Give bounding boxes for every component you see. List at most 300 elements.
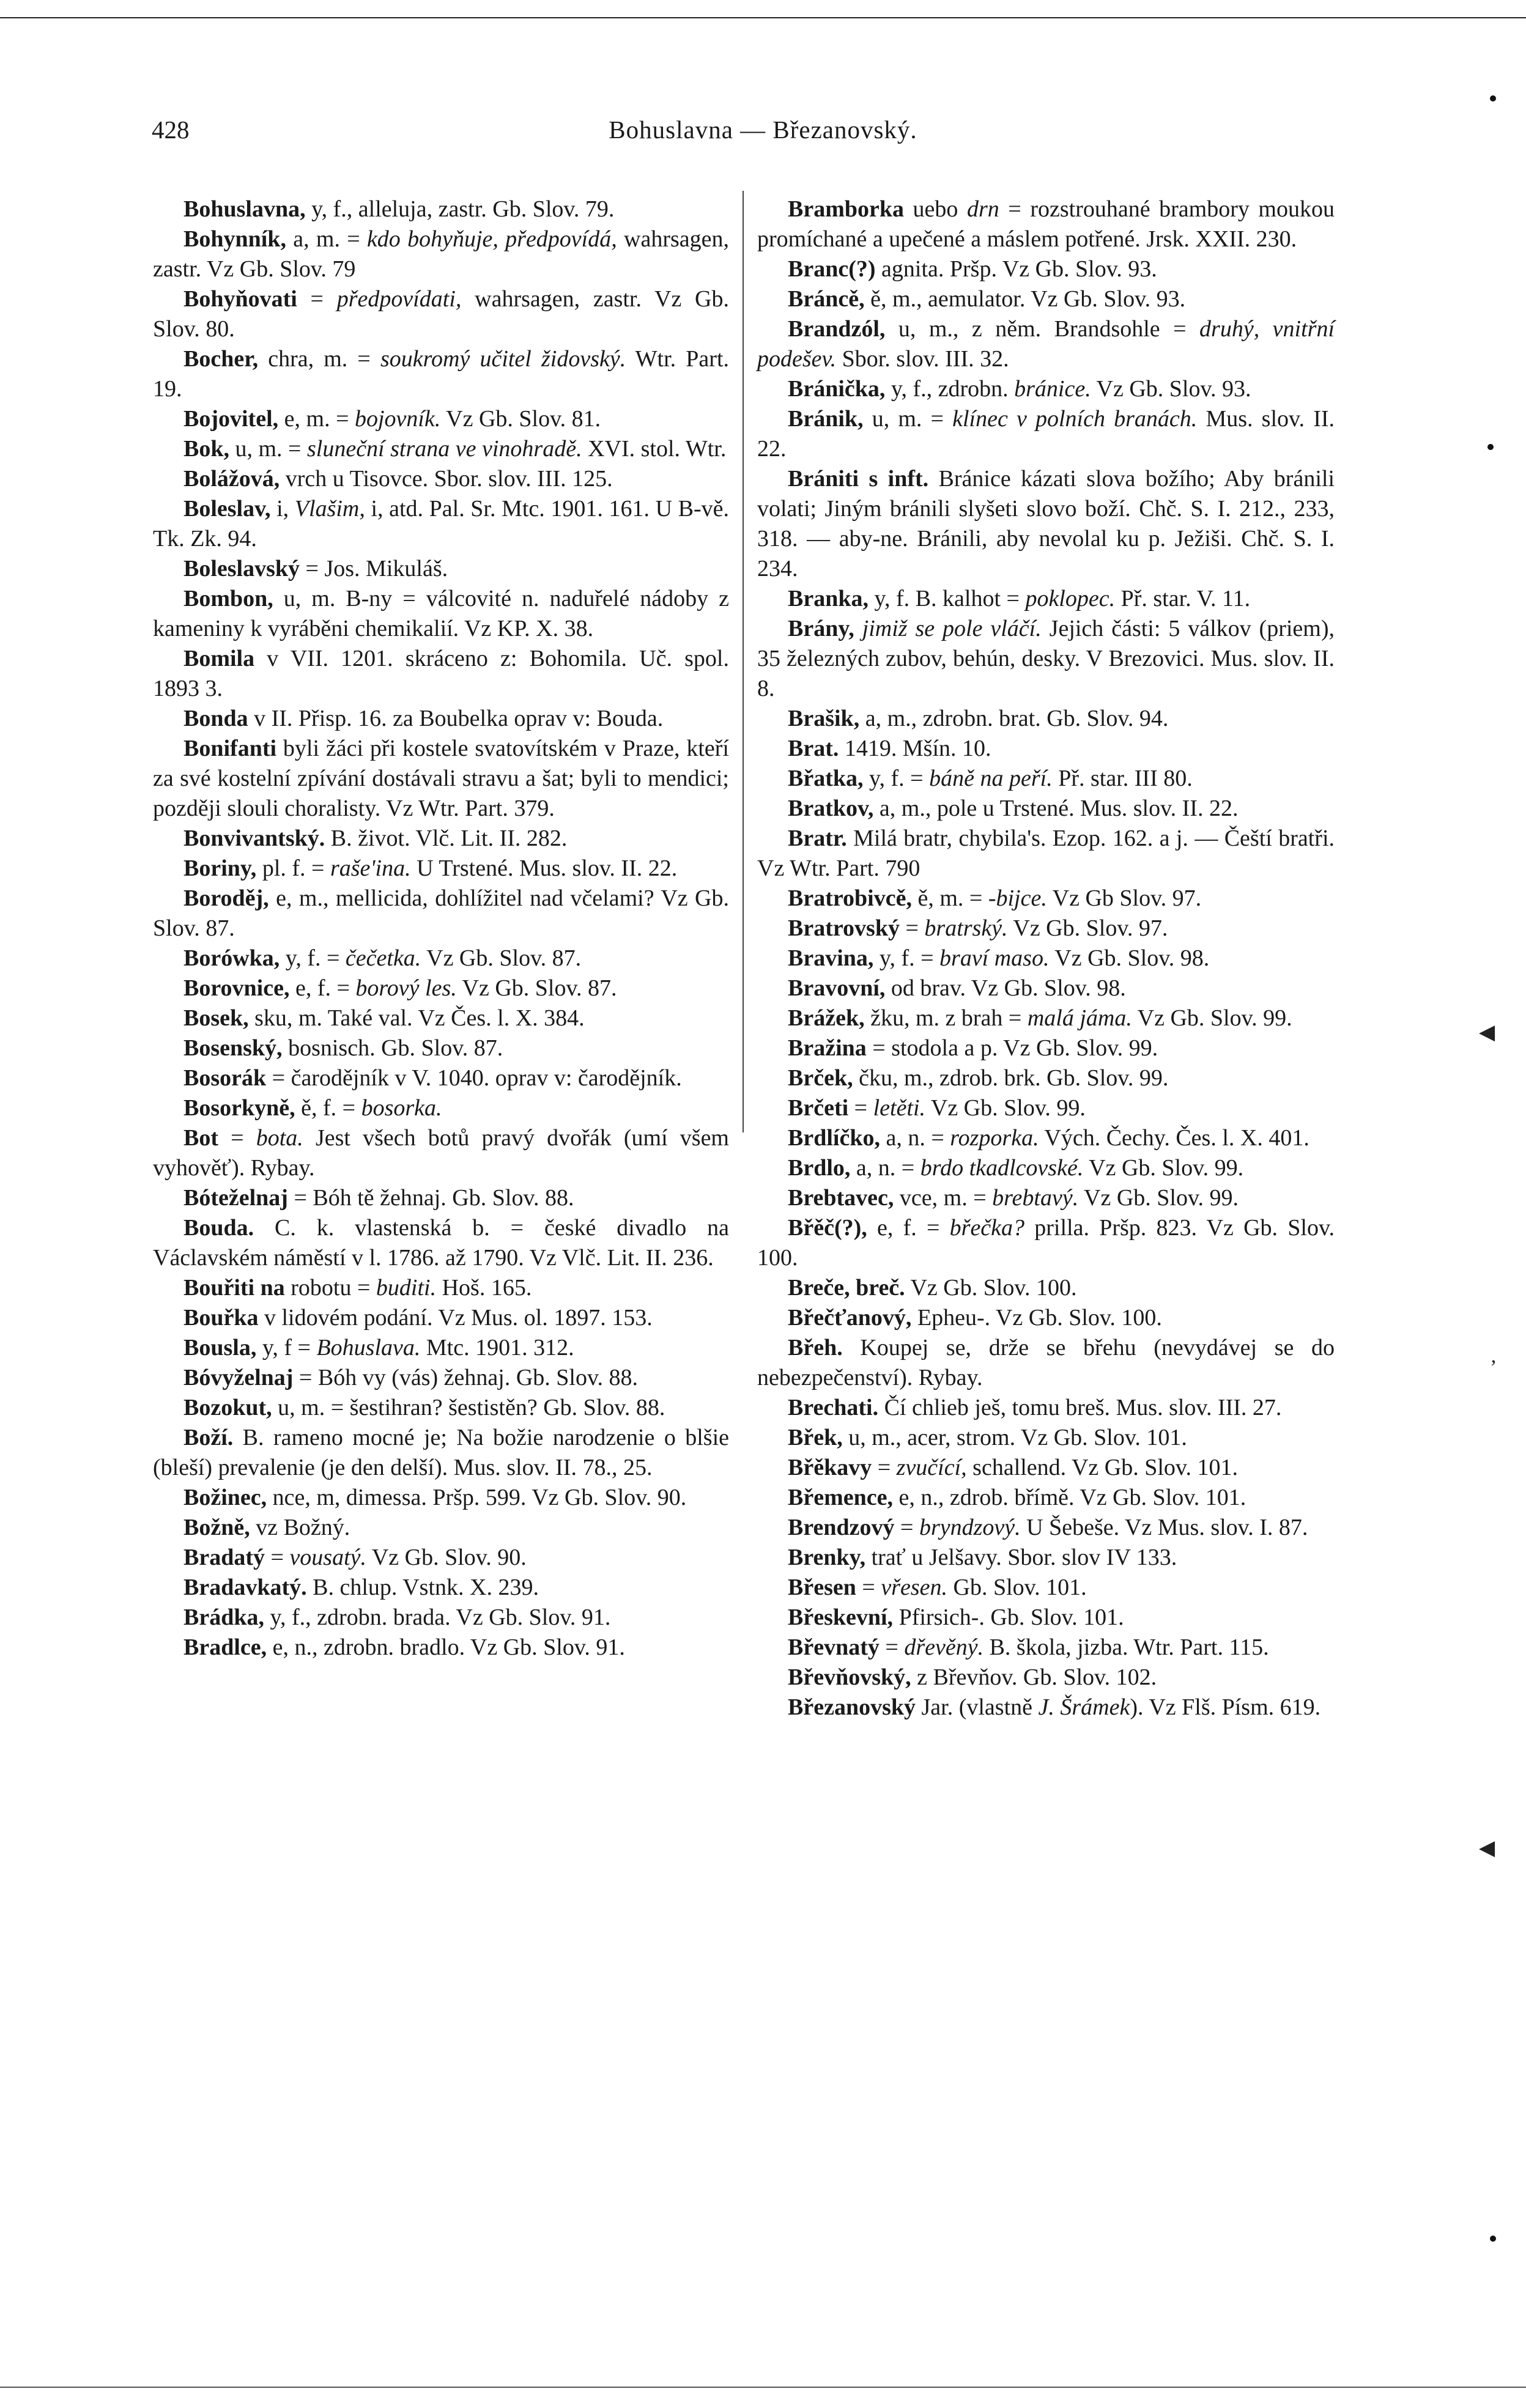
dictionary-entry [153, 1393, 729, 1423]
entry-headword: Břeskevní, [788, 1605, 894, 1630]
entry-text: y, f. = [873, 945, 940, 971]
entry-text: vz Božný. [250, 1515, 350, 1540]
entry-headword: Bozokut, [183, 1395, 272, 1420]
entry-text: byli žáci při kostele svatovítském v Praze, kteří za své kostelní zpívání dostávali stravu a šat; byli to mendici; později slouli choralisty. Vz Wtr. Part. 379. [153, 736, 729, 821]
entry-text: a, n. = [850, 1155, 920, 1181]
dictionary-entry [757, 1033, 1335, 1063]
entry-headword: Bratrobivcě, [788, 885, 912, 911]
entry-gloss: sluneční strana ve vinohradě. [306, 436, 582, 462]
entry-text: Vz Gb. Slov. 81. [440, 406, 601, 432]
dictionary-entry [153, 1513, 729, 1543]
entry-gloss: bota. [256, 1125, 303, 1151]
dictionary-entry [757, 1453, 1335, 1483]
entry-headword: Bohuslavna, [183, 196, 306, 222]
entry-headword: Bouřiti na [183, 1275, 285, 1301]
entry-headword: Boleslavský [183, 556, 300, 582]
entry-text: B. rameno mocné je; Na božie narodzenie o blšie (bleší) prevalenie (je den delší). Mus. slov. II. 78., 25. [153, 1425, 729, 1480]
dictionary-entry [757, 764, 1335, 794]
entry-gloss: klínec v polních branách. [952, 406, 1198, 432]
entry-text: e, f. = [289, 975, 356, 1001]
dictionary-entry [757, 584, 1335, 614]
left-column [153, 194, 729, 1663]
dictionary-entry [153, 1123, 729, 1183]
dictionary-entry [757, 374, 1335, 404]
entry-text: Vz Gb. Slov. 97. [1007, 915, 1168, 941]
dictionary-entry [153, 644, 729, 704]
entry-text: B. chlup. Vstnk. X. 239. [306, 1575, 539, 1600]
entry-text: Mus. slov. II. 22. [757, 406, 1335, 462]
entry-gloss: bosorka. [361, 1095, 442, 1121]
dictionary-entry [757, 1423, 1335, 1453]
dictionary-entry [757, 254, 1335, 284]
margin-arrow: ◀ [1479, 1021, 1495, 1044]
dictionary-entry [153, 284, 729, 344]
dictionary-entry [153, 704, 729, 734]
entry-headword: Brážek, [788, 1005, 865, 1031]
entry-text: Vz Gb. Slov. 93. [1091, 376, 1251, 402]
dictionary-entry [153, 464, 729, 494]
entry-headword: Bomila [183, 646, 255, 671]
entry-text: Mtc. 1901. 312. [420, 1335, 574, 1361]
entry-gloss: buditi. [376, 1275, 437, 1301]
entry-gloss: letěti. [873, 1095, 926, 1121]
margin-dot [1487, 444, 1494, 450]
entry-headword: Bravovní, [788, 975, 886, 1001]
entry-text: agnita. Pršp. Vz Gb. Slov. 93. [875, 256, 1157, 282]
entry-text: Vz Gb. Slov. 90. [366, 1545, 527, 1570]
dictionary-entry [153, 1363, 729, 1393]
entry-text: ě, f. = [295, 1095, 361, 1121]
entry-headword: Bosek, [183, 1005, 249, 1031]
entry-headword: Brat. [788, 736, 839, 761]
entry-text: ). Vz Flš. Písm. 619. [1130, 1694, 1321, 1720]
entry-text: v II. Přisp. 16. za Boubelka oprav v: Bouda. [248, 706, 664, 731]
entry-headword: Břěč(?), [788, 1215, 867, 1241]
entry-text: C. k. vlastenská b. = české divadlo na Václavském náměstí v l. 1786. až 1790. Vz Vlč. Lit. II. 236. [153, 1215, 729, 1271]
dictionary-entry [153, 1483, 729, 1513]
entry-text: Vz Gb. Slov. 99. [1083, 1155, 1244, 1181]
entry-headword: Brechati. [788, 1395, 879, 1420]
entry-text: e, n., zdrobn. bradlo. Vz Gb. Slov. 91. [267, 1634, 625, 1660]
entry-text: robotu = [284, 1275, 376, 1301]
dictionary-entry [153, 584, 729, 644]
entry-text: = Bóh vy (vás) žehnaj. Gb. Slov. 88. [293, 1365, 638, 1391]
entry-headword: Brány, [788, 616, 854, 641]
entry-text: = stodola a p. Vz Gb. Slov. 99. [866, 1035, 1158, 1061]
dictionary-entry [757, 914, 1335, 944]
entry-text: trať u Jelšavy. Sbor. slov IV 133. [865, 1545, 1177, 1570]
entry-text: y, f., alleluja, zastr. Gb. Slov. 79. [305, 196, 615, 222]
entry-text: y, f. = [863, 766, 930, 791]
entry-gloss: báně na peří. [929, 766, 1053, 791]
entry-headword: Bratkov, [788, 796, 874, 821]
entry-headword: Bonvivantský. [183, 825, 325, 851]
entry-headword: Bóvyželnaj [183, 1365, 294, 1391]
entry-text: = rozstrouhané brambory moukou promíchané a upečené a máslem potřené. Jrsk. XXII. 230. [757, 196, 1335, 252]
entry-text: = [297, 286, 337, 312]
entry-text: i, atd. Pal. Sr. Mtc. 1901. 161. U B-vě. Tk. Zk. 94. [153, 496, 729, 552]
entry-headword: Brandzól, [788, 316, 886, 342]
dictionary-entry [153, 1603, 729, 1633]
entry-text: schallend. Vz Gb. Slov. 101. [966, 1455, 1238, 1480]
entry-headword: Brebtavec, [788, 1185, 894, 1211]
dictionary-entry [757, 1273, 1335, 1303]
dictionary-entry [153, 1303, 729, 1333]
entry-text: prilla. Pršp. 823. Vz Gb. Slov. 100. [757, 1215, 1335, 1271]
dictionary-entry [153, 1573, 729, 1603]
entry-text: Epheu-. Vz Gb. Slov. 100. [911, 1305, 1162, 1331]
dictionary-entry [153, 1333, 729, 1363]
entry-headword: Božinec, [183, 1485, 267, 1510]
dictionary-entry [757, 1393, 1335, 1423]
entry-headword: Břesen [788, 1575, 856, 1600]
entry-text: v lidovém podání. Vz Mus. ol. 1897. 153. [258, 1305, 653, 1331]
dictionary-entry [757, 464, 1335, 584]
dictionary-entry [757, 1213, 1335, 1273]
entry-headword: Božně, [183, 1515, 250, 1540]
margin-dot [1490, 95, 1496, 102]
entry-gloss: břečka? [949, 1215, 1025, 1241]
entry-headword: Brdlo, [788, 1155, 851, 1181]
entry-headword: Bot [183, 1125, 218, 1151]
entry-headword: Bosorkyně, [183, 1095, 295, 1121]
dictionary-entry [757, 1573, 1335, 1603]
entry-text: Milá bratr, chybila's. Ezop. 162. a j. — Čeští bratři. Vz Wtr. Part. 790 [757, 825, 1335, 881]
dictionary-entry [757, 1183, 1335, 1213]
entry-text: Vz Gb Slov. 97. [1046, 885, 1202, 911]
dictionary-entry [153, 1183, 729, 1213]
dictionary-entry [153, 944, 729, 973]
dictionary-entry [757, 284, 1335, 314]
entry-gloss: drn [966, 196, 999, 222]
entry-gloss: bratrský. [924, 915, 1008, 941]
entry-headword: Bouřka [183, 1305, 259, 1331]
dictionary-entry [153, 494, 729, 554]
entry-text: B. život. Vlč. Lit. II. 282. [325, 825, 568, 851]
dictionary-entry [153, 344, 729, 404]
entry-gloss: Bohuslava. [316, 1335, 421, 1361]
entry-text: a, m. = [286, 226, 367, 252]
entry-text: Vz Gb. Slov. 87. [456, 975, 617, 1001]
entry-text: = čarodějník v V. 1040. oprav v: čarodějník. [266, 1065, 682, 1091]
entry-text: uebo [904, 196, 967, 222]
dictionary-entry [153, 884, 729, 944]
dictionary-entry [757, 1633, 1335, 1663]
entry-headword: Bolážová, [183, 466, 280, 492]
dictionary-entry [757, 1663, 1335, 1693]
entry-text: u, m. B-ny = válcovité n. naduřelé nádoby z kameniny k vyráběni chemikalií. Vz KP. X. 38. [153, 586, 729, 641]
entry-gloss: brdo tkadlcovské. [920, 1155, 1084, 1181]
entry-headword: Brádka, [183, 1605, 264, 1630]
dictionary-entry [757, 973, 1335, 1003]
entry-headword: Bravina, [788, 945, 874, 971]
entry-text: Vz Gb. Slov. 98. [1049, 945, 1210, 971]
entry-headword: Boroděj, [183, 885, 269, 911]
entry-text: Vz Gb. Slov. 99. [925, 1095, 1086, 1121]
entry-gloss: Vlašim, [294, 496, 365, 522]
entry-headword: Boleslav, [183, 496, 271, 522]
entry-text: Sbor. slov. III. 32. [836, 346, 1009, 372]
entry-text: pl. f. = [256, 855, 330, 881]
entry-text: = [872, 1455, 897, 1480]
bottom-rule [0, 2387, 1526, 2388]
dictionary-entry [153, 1003, 729, 1033]
entry-text: wahrsagen, zastr. Vz Gb. Slov. 79 [153, 226, 729, 282]
dictionary-entry [757, 1153, 1335, 1183]
entry-headword: Boží. [183, 1425, 234, 1450]
entry-headword: Bonda [183, 706, 248, 731]
entry-text: Gb. Slov. 101. [947, 1575, 1087, 1600]
entry-text: Koupej se, drže se břehu (nevydávej se do nebezpečenství). Rybay. [757, 1335, 1335, 1391]
dictionary-entry [757, 1543, 1335, 1573]
entry-text: y, f = [256, 1335, 317, 1361]
dictionary-entry [757, 404, 1335, 464]
entry-text: ě, m., aemulator. Vz Gb. Slov. 93. [864, 286, 1186, 312]
entry-text: u, m. = šestihran? šestistěn? Gb. Slov. 88. [272, 1395, 665, 1420]
entry-headword: Brendzový [788, 1515, 895, 1540]
entry-text: e, m., mellicida, dohlížitel nad včelami? Vz Gb. Slov. 87. [153, 885, 729, 941]
dictionary-entry [153, 194, 729, 224]
entry-text: Vz Gb. Slov. 99. [1078, 1185, 1239, 1211]
entry-text: = [879, 1634, 905, 1660]
entry-headword: Bratr. [788, 825, 847, 851]
dictionary-entry [757, 824, 1335, 884]
entry-headword: Brániti s inft. [788, 466, 929, 492]
dictionary-entry [757, 614, 1335, 704]
entry-text: ě, m. = [911, 885, 988, 911]
entry-text: chra, m. = [258, 346, 380, 372]
dictionary-entry [153, 1543, 729, 1573]
entry-headword: Bráncě, [788, 286, 865, 312]
entry-text: bosnisch. Gb. Slov. 87. [282, 1035, 503, 1061]
entry-gloss: brebtavý. [992, 1185, 1079, 1211]
entry-text: = Bóh tě žehnaj. Gb. Slov. 88. [287, 1185, 574, 1211]
entry-headword: Břevňovský, [788, 1664, 911, 1690]
entry-text: od brav. Vz Gb. Slov. 98. [885, 975, 1126, 1001]
entry-text: nce, m, dimessa. Pršp. 599. Vz Gb. Slov. 90. [267, 1485, 687, 1510]
entry-headword: Bramborka [788, 196, 904, 222]
dictionary-entry [153, 1213, 729, 1273]
page-number: 428 [152, 116, 190, 144]
entry-gloss: bryndzový. [919, 1515, 1021, 1540]
dictionary-entry [153, 1093, 729, 1123]
entry-gloss: soukromý učitel židovský. [380, 346, 626, 372]
entry-text: e, m. = [278, 406, 355, 432]
dictionary-entry [757, 1693, 1335, 1723]
entry-text: y, f. B. kalhot = [868, 586, 1026, 611]
entry-text: U Trstené. Mus. slov. II. 22. [410, 855, 678, 881]
dictionary-entry [153, 824, 729, 854]
entry-headword: Bonifanti [183, 736, 277, 761]
entry-gloss: jimiž se pole vláčí. [862, 616, 1042, 641]
entry-headword: Bohyňovati [183, 286, 297, 312]
entry-text: 1419. Mšín. 10. [839, 736, 991, 761]
entry-gloss: zvučící, [896, 1455, 967, 1480]
entry-text: U Šebeše. Vz Mus. slov. I. 87. [1020, 1515, 1308, 1540]
entry-headword: Bóteželnaj [183, 1185, 288, 1211]
dictionary-entry [153, 404, 729, 434]
entry-headword: Brčeti [788, 1095, 849, 1121]
entry-headword: Bouda. [183, 1215, 254, 1241]
dictionary-entry [757, 704, 1335, 734]
entry-text: y, f., zdrobn. [885, 376, 1015, 402]
entry-headword: Branc(?) [788, 256, 876, 282]
dictionary-entry [153, 1063, 729, 1093]
entry-gloss: rozporka. [950, 1125, 1039, 1151]
dictionary-entry [153, 1273, 729, 1303]
entry-headword: Březanovský [788, 1694, 916, 1720]
dictionary-entry [757, 1333, 1335, 1393]
dictionary-entry [757, 194, 1335, 254]
entry-headword: Boriny, [183, 855, 257, 881]
entry-headword: Bosorák [183, 1065, 267, 1091]
entry-text: Jejich části: 5 válkov (priem), 35 železných zubov, behún, desky. V Brezovici. Mus. slov. II. 8. [757, 616, 1335, 701]
dictionary-entry [757, 1513, 1335, 1543]
entry-headword: Bombon, [183, 586, 273, 611]
entry-headword: Břěkavy [788, 1455, 872, 1480]
entry-text: = Jos. Mikuláš. [300, 556, 448, 582]
entry-text: čku, m., zdrob. brk. Gb. Slov. 99. [853, 1065, 1169, 1091]
entry-text: Jest všech botů pravý dvořák (umí všem vyhověť). Rybay. [153, 1125, 729, 1181]
entry-text: Bránice kázati slova božího; Aby bránili volati; Jiným bránili slyšeti slovo boží. Chč. S. I. 212., 233, 318. — aby-ne. Bránili, aby nevolal ku p. Ježiši. Chč. S. I. 234. [757, 466, 1335, 582]
dictionary-entry [153, 434, 729, 464]
entry-text: Wtr. Part. 19. [153, 346, 729, 402]
dictionary-entry [757, 794, 1335, 824]
entry-gloss: -bijce. [988, 885, 1047, 911]
dictionary-entry [153, 734, 729, 824]
dictionary-entry [153, 1423, 729, 1483]
entry-headword: Bratrovský [788, 915, 900, 941]
dictionary-entry [757, 734, 1335, 764]
entry-text: žku, m. z brah = [864, 1005, 1028, 1031]
entry-headword: Břeh. [788, 1335, 843, 1361]
margin-dot [1490, 2236, 1496, 2242]
entry-gloss: poklopec. [1025, 586, 1116, 611]
entry-text: vce, m. = [894, 1185, 993, 1211]
entry-text: Vz Gb. Slov. 100. [905, 1275, 1077, 1301]
dictionary-entry [757, 1603, 1335, 1633]
entry-text: Vz Gb. Slov. 99. [1132, 1005, 1292, 1031]
entry-gloss: čečetka. [345, 945, 421, 971]
entry-headword: Břek, [788, 1425, 843, 1450]
entry-text: u, m. = [229, 436, 307, 462]
entry-text: Př. star. V. 11. [1115, 586, 1251, 611]
entry-headword: Brašik, [788, 706, 860, 731]
entry-text: wahrsagen, zastr. Vz Gb. Slov. 80. [153, 286, 730, 342]
dictionary-entry [757, 1303, 1335, 1333]
dictionary-entry [757, 884, 1335, 914]
entry-headword: Bradlce, [183, 1634, 267, 1660]
entry-text: a, m., pole u Trstené. Mus. slov. II. 22. [873, 796, 1239, 821]
entry-text: e, f. = [867, 1215, 950, 1241]
entry-headword: Brček, [788, 1065, 853, 1091]
entry-gloss: malá jáma. [1027, 1005, 1132, 1031]
entry-headword: Bojovitel, [183, 406, 279, 432]
entry-text: Vz Gb. Slov. 87. [421, 945, 582, 971]
entry-headword: Bohynník, [183, 226, 286, 252]
right-column [757, 194, 1335, 1723]
entry-gloss: bránice. [1014, 376, 1091, 402]
entry-text: = [856, 1575, 881, 1600]
entry-gloss: předpovídati, [336, 286, 462, 312]
entry-text: = [265, 1545, 290, 1570]
entry-text: Pfirsich-. Gb. Slov. 101. [893, 1605, 1124, 1630]
entry-headword: Bosenský, [183, 1035, 283, 1061]
entry-headword: Bok, [183, 436, 229, 462]
entry-text: e, n., zdrob. břímě. Vz Gb. Slov. 101. [892, 1485, 1246, 1510]
entry-text: Př. star. III 80. [1052, 766, 1193, 791]
entry-gloss: borový les. [355, 975, 457, 1001]
entry-text: a, n. = [880, 1125, 950, 1151]
entry-text: i, [270, 496, 295, 522]
entry-gloss: vřesen. [881, 1575, 947, 1600]
entry-gloss: kdo bohyňuje, předpovídá, [366, 226, 617, 252]
entry-headword: Borówka, [183, 945, 280, 971]
entry-headword: Bousla, [183, 1335, 257, 1361]
entry-headword: Bránik, [788, 406, 864, 432]
entry-headword: Břatka, [788, 766, 864, 791]
entry-text: u, m., z něm. Brandsohle = [885, 316, 1200, 342]
entry-text: u, m. = [863, 406, 953, 432]
entry-headword: Brenky, [788, 1545, 866, 1570]
entry-headword: Brdlíčko, [788, 1125, 880, 1151]
dictionary-entry [757, 1093, 1335, 1123]
entry-gloss: druhý, vnitřní podešev. [757, 316, 1335, 372]
dictionary-entry [757, 314, 1335, 374]
dictionary-entry [153, 1033, 729, 1063]
entry-gloss: vousatý. [289, 1545, 367, 1570]
entry-headword: Bražina [788, 1035, 867, 1061]
margin-arrow: ◀ [1479, 1837, 1495, 1860]
entry-gloss: braví maso. [939, 945, 1050, 971]
entry-headword: Bradavkatý. [183, 1575, 307, 1600]
dictionary-entry [757, 1063, 1335, 1093]
entry-headword: Bocher, [183, 346, 259, 372]
entry-text: = [218, 1125, 256, 1151]
entry-text: = [899, 915, 925, 941]
entry-headword: Bránička, [788, 376, 886, 402]
dictionary-entry [153, 854, 729, 884]
dictionary-entry [153, 1633, 729, 1663]
entry-headword: Břečťanový, [788, 1305, 912, 1331]
entry-text: v VII. 1201. skráceno z: Bohomila. Uč. spol. 1893 3. [153, 646, 729, 701]
entry-gloss: dřevěný. [904, 1634, 984, 1660]
entry-text: sku, m. Také val. Vz Čes. l. X. 384. [248, 1005, 585, 1031]
dictionary-entry [757, 1483, 1335, 1513]
dictionary-entry [757, 1003, 1335, 1033]
entry-text: B. škola, jizba. Wtr. Part. 115. [983, 1634, 1269, 1660]
entry-text: = [848, 1095, 873, 1121]
entry-gloss: raše'ina. [330, 855, 411, 881]
entry-text: = [894, 1515, 919, 1540]
entry-text: u, m., acer, strom. Vz Gb. Slov. 101. [842, 1425, 1187, 1450]
top-rule [0, 17, 1526, 18]
entry-text: vrch u Tisovce. Sbor. slov. III. 125. [280, 466, 613, 492]
running-head: Bohuslavna — Březanovský. [609, 116, 917, 144]
entry-text: a, m., zdrobn. brat. Gb. Slov. 94. [859, 706, 1169, 731]
column-divider [743, 191, 744, 1132]
dictionary-entry [153, 224, 729, 284]
entry-gloss: J. Šrámek [1038, 1694, 1130, 1720]
entry-headword: Breče, breč. [788, 1275, 905, 1301]
entry-text: z Břevňov. Gb. Slov. 102. [911, 1664, 1157, 1690]
entry-text: y, f., zdrobn. brada. Vz Gb. Slov. 91. [264, 1605, 611, 1630]
entry-headword: Břevnatý [788, 1634, 880, 1660]
dictionary-entry [153, 554, 729, 584]
entry-headword: Bradatý [183, 1545, 265, 1570]
entry-text: Hoš. 165. [436, 1275, 532, 1301]
entry-text [854, 616, 862, 641]
